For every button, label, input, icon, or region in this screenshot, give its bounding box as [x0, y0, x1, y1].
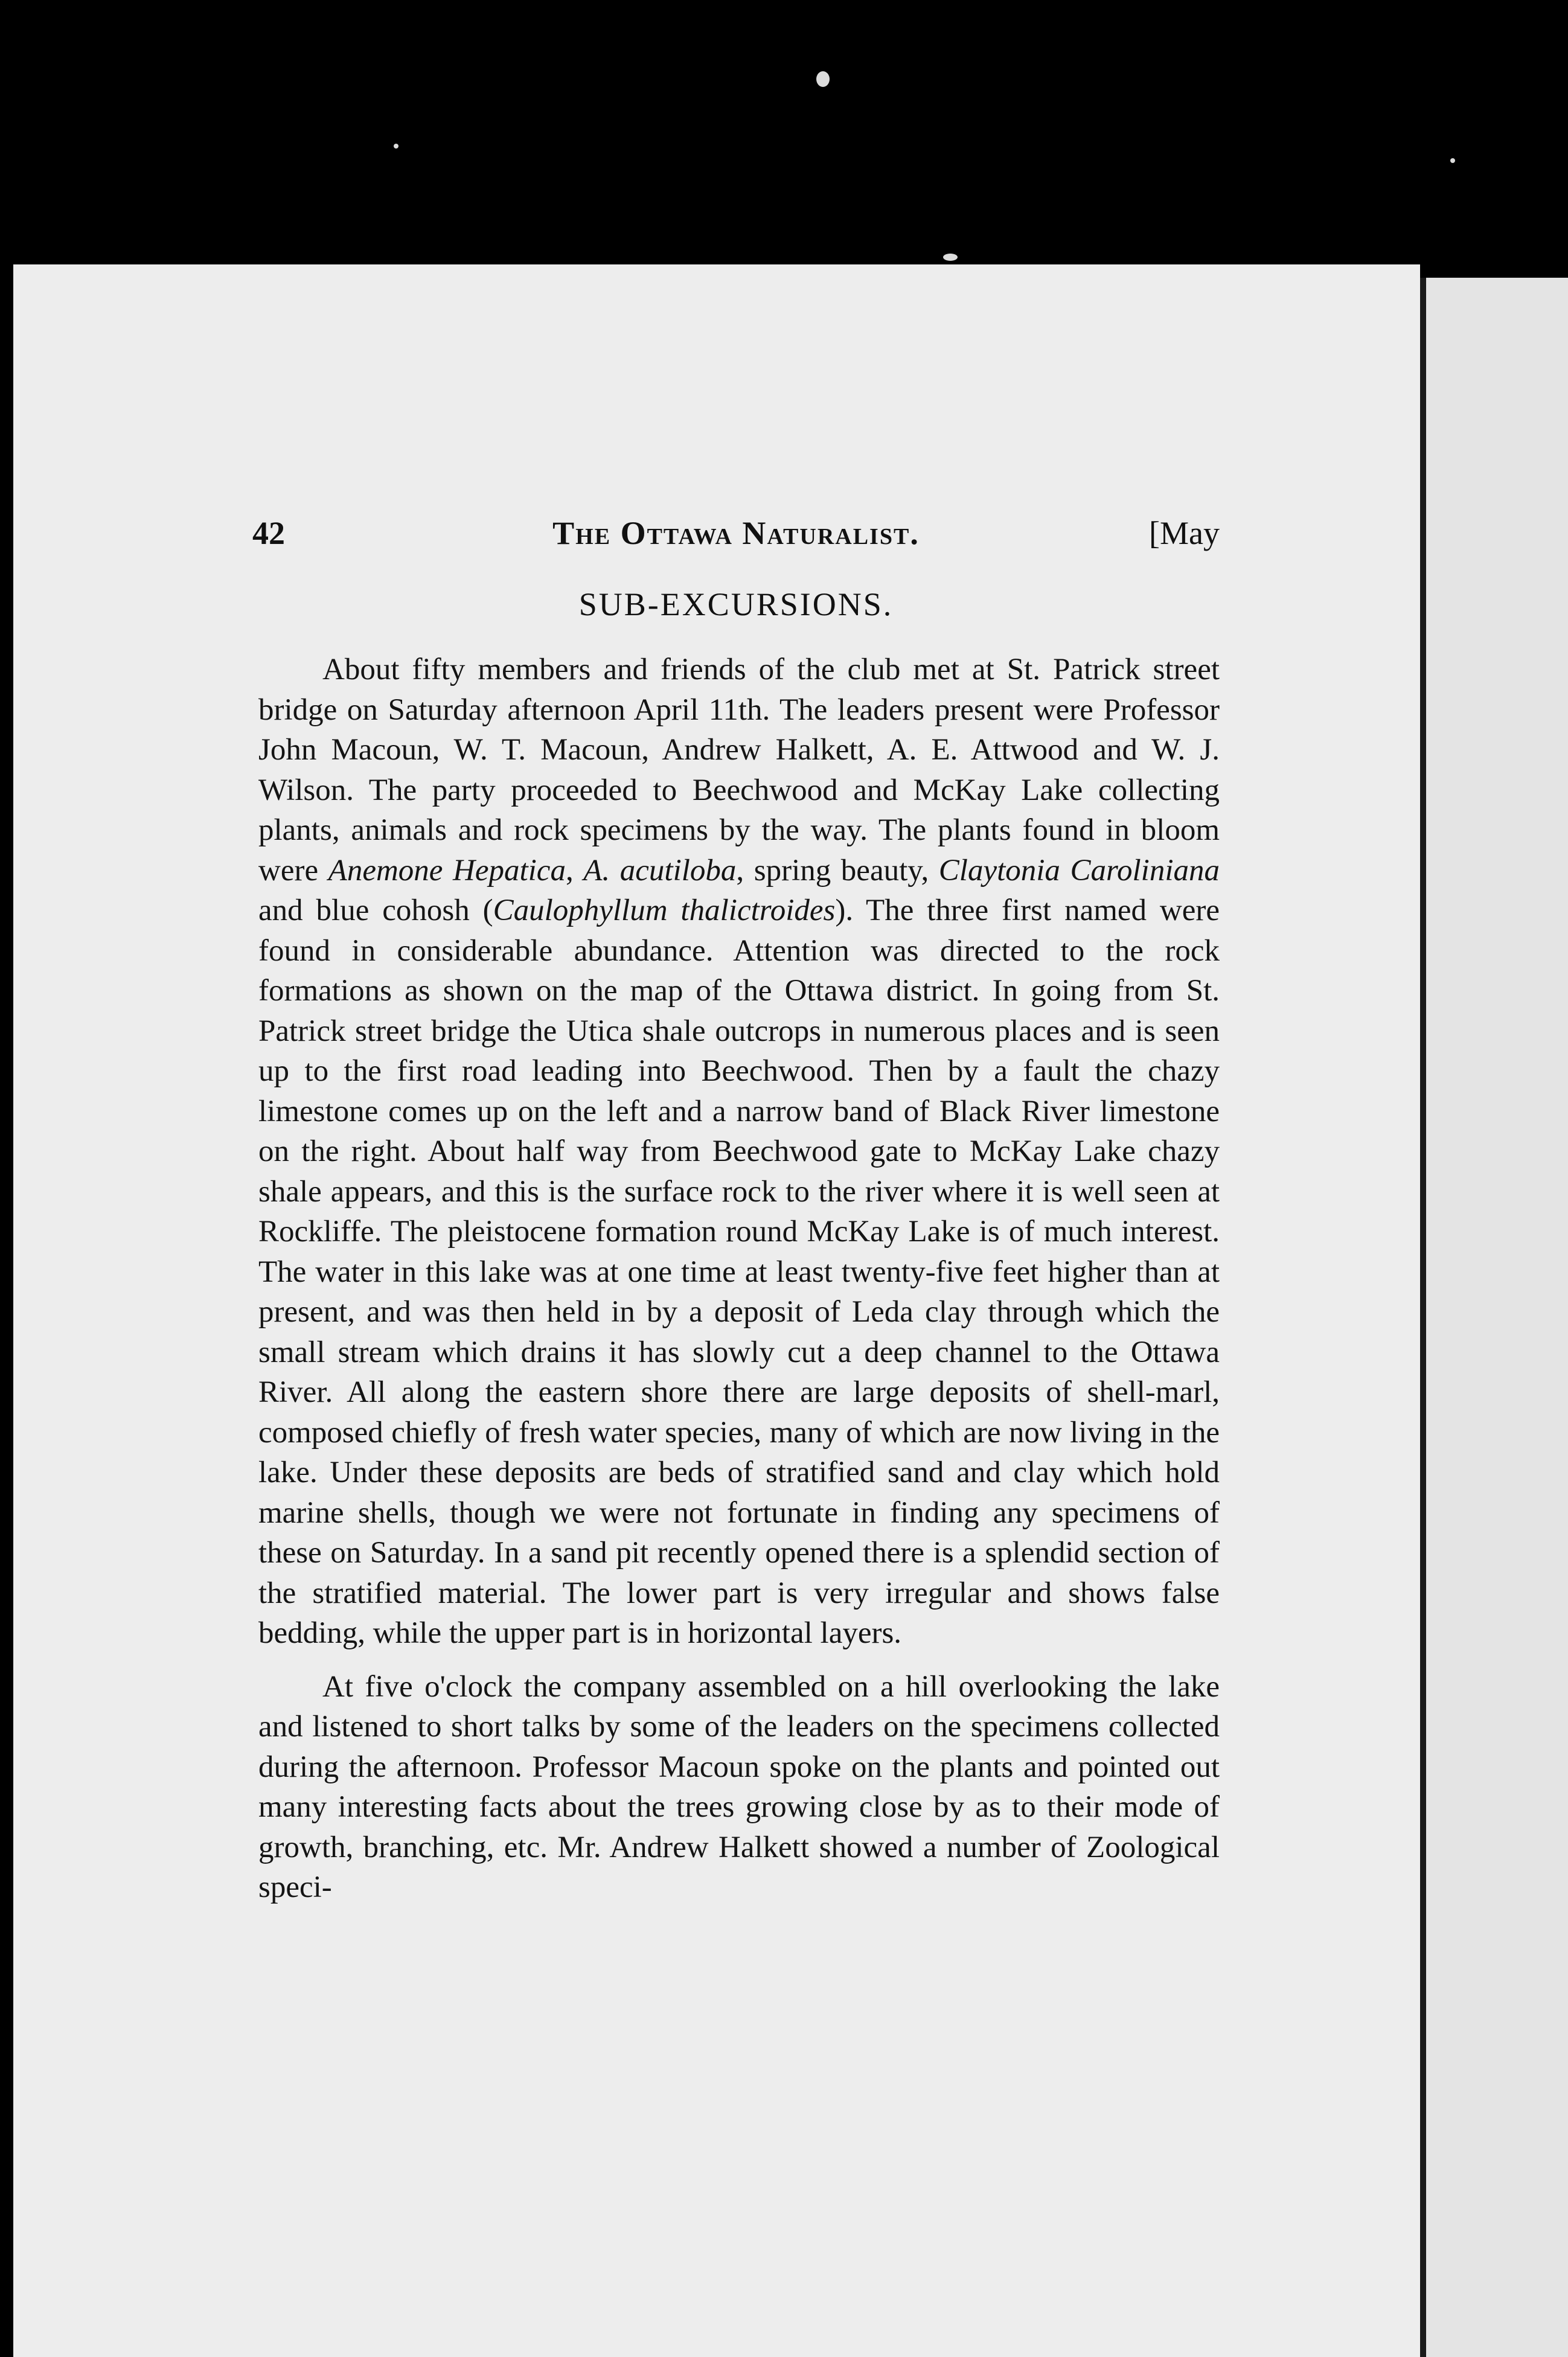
scan-speck — [816, 71, 830, 87]
page-number: 42 — [252, 515, 285, 551]
species-name: Claytonia Caroliniana — [938, 853, 1220, 887]
header-month: [May — [1149, 515, 1220, 551]
species-name: A. acutiloba — [583, 853, 737, 887]
scan-speck — [394, 144, 398, 149]
scan-speck — [1450, 158, 1455, 163]
scan-speck — [943, 254, 958, 261]
paragraph-1 — [258, 650, 1220, 1654]
text-run: About fifty members and friends of the club met at St. Patrick street bridge on Saturday afternoon April 11th. The leaders present were Professor John Macoun, W. T. Macoun, Andrew Halkett, A. E. Attwood and W. J. Wilson. The party proceeded to Beechwood and McKay Lake collecting plants, animals and rock specimens by the way. The plants found in bloom were — [258, 653, 1220, 887]
text-run: , — [565, 853, 584, 887]
running-title: The Ottawa Naturalist. — [552, 515, 920, 551]
section-title: SUB-EXCURSIONS. — [578, 586, 894, 622]
article-body — [258, 650, 1220, 1908]
species-name: Anemone Hepatica — [328, 853, 566, 887]
running-header — [252, 514, 1220, 557]
paragraph-2: At five o'clock the company assembled on a hill overlooking the lake and listened to short talks by some of the leaders on the specimens collected during the afternoon. Professor Macoun spoke on the plants and pointed out many interesting facts about the trees growing close by as to their mode of growth, branching, etc. Mr. Andrew Halkett showed a number of Zoological speci- — [258, 1669, 1220, 1904]
text-run: , spring beauty, — [736, 853, 939, 887]
adjacent-page-edge — [1420, 278, 1568, 2357]
page-gutter-line — [1420, 278, 1426, 2357]
species-name: Caulophyllum thalictroides — [493, 894, 836, 927]
text-run: and blue cohosh ( — [258, 894, 493, 927]
text-run: ). The three first named were found in considerable abundance. Attention was directed to the rock formations as shown on the map of the Ottawa district. In going from St. Patrick street bridge the Utica shale outcrops in numerous places and is seen up to the first road leading into Beechwood. Then by a fault the chazy limestone comes up on the left and a narrow band of Black River limestone on the right. About half way from Beechwood gate to McKay Lake chazy shale appears, and this is the surface rock to the river where it is well seen at Rockliffe. The pleistocene formation round McKay Lake is of much interest. The water in this lake was at one time at least twenty-five feet higher than at present, and was then held in by a deposit of Leda clay through which the small stream which drains it has slowly cut a deep channel to the Ottawa River. All along the eastern shore there are large deposits of shell-marl, composed chiefly of fresh water species, many of which are now living in the lake. Under these deposits are beds of stratified sand and clay which hold marine shells, though we were not fortunate in finding any specimens of these on Saturday. In a sand pit recently opened there is a splendid section of the stratified material. The lower part is very irregular and shows false bedding, while the upper part is in horizontal layers. — [258, 894, 1220, 1650]
